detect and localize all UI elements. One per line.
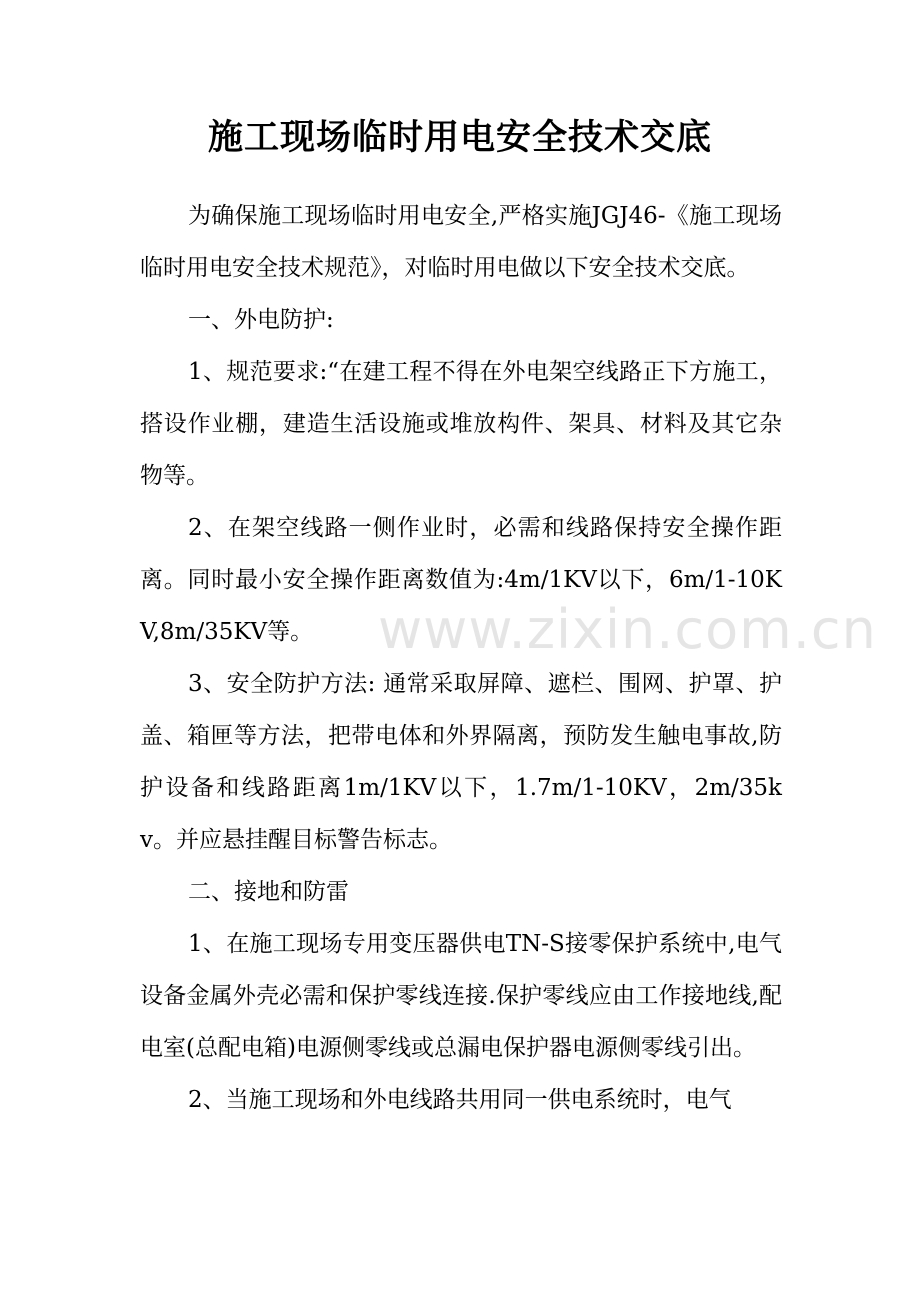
paragraph-grounding-2: 2、当施工现场和外电线路共用同一供电系统时，电气 (188, 1087, 732, 1113)
paragraph-grounding-1: 1、在施工现场专用变压器供电TN-S接零保护系统中,电气设备金属外壳必需和保护零线连接.保护零线应由工作接地线,配电室(总配电箱)电源侧零线或总漏电保护器电源侧零线引出。 (140, 931, 782, 1061)
paragraph-item-2: 2、在架空线路一侧作业时，必需和线路保持安全操作距离。同时最小安全操作距离数值为:4m/1KV以下，6m/1-10KV,8m/35KV等。 (140, 515, 782, 645)
document-title: 施工现场临时用电安全技术交底 (207, 117, 712, 158)
intro-paragraph: 为确保施工现场临时用电安全,严格实施JGJ46-《施工现场临时用电安全技术规范》，对临时用电做以下安全技术交底。 (140, 203, 782, 281)
document-body (140, 190, 782, 1126)
section-heading-grounding: 二、接地和防雷 (188, 879, 349, 905)
site-watermark: www.zixin.com.cn (378, 598, 877, 661)
paragraph-item-3: 3、安全防护方法: 通常采取屏障、遮栏、围网、护罩、护盖、箱匣等方法，把带电体和外界隔离，预防发生触电事故,防护设备和线路距离1m/1KV以下，1.7m/1-10KV，2m/35kv。并应悬挂醒目标警告标志。 (140, 671, 782, 853)
paragraph-item-1: 1、规范要求:“在建工程不得在外电架空线路正下方施工，搭设作业棚，建造生活设施或堆放构件、架具、材料及其它杂物等。 (140, 359, 782, 489)
section-heading-external-protection: 一、外电防护: (188, 307, 334, 333)
